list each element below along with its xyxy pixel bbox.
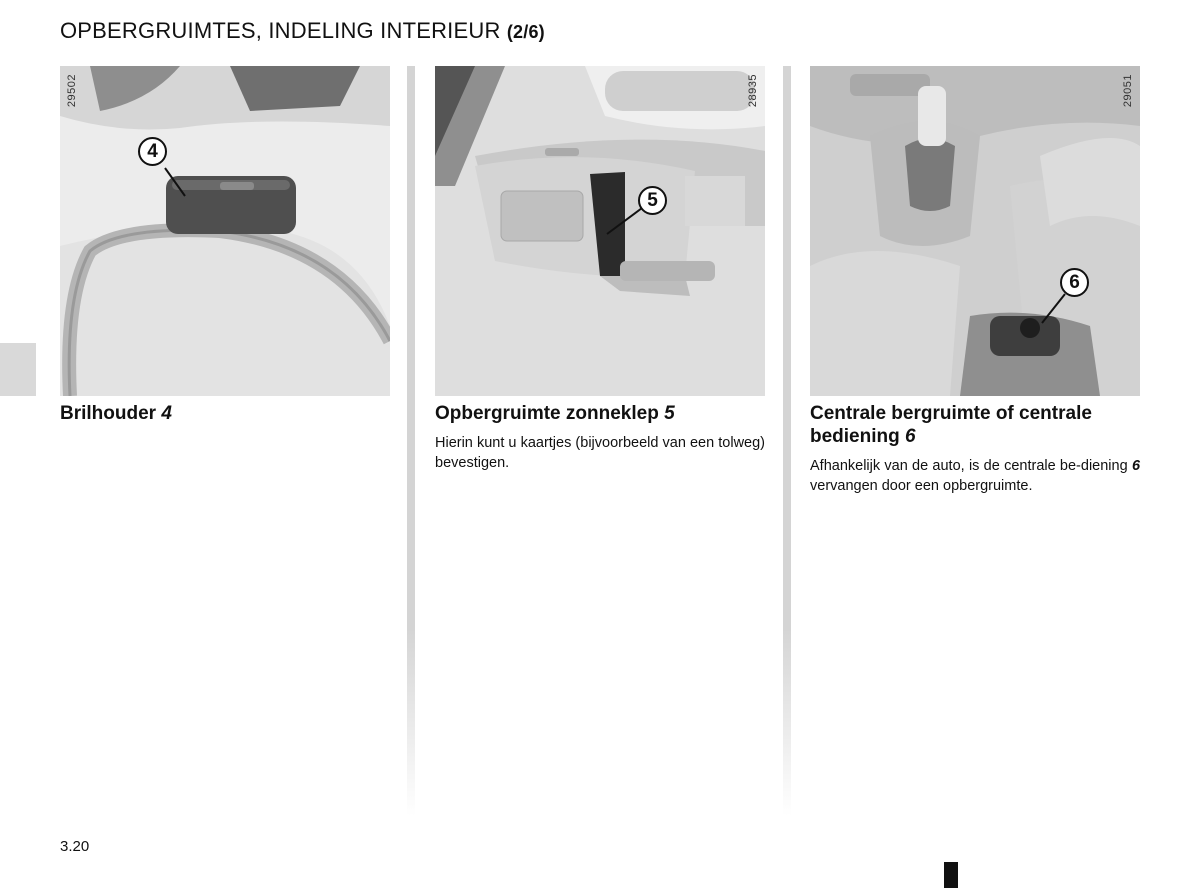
description-start: Afhankelijk van de auto, is de centrale be-diening <box>810 458 1128 474</box>
page-title <box>60 18 545 44</box>
central-console-illustration <box>810 66 1140 396</box>
heading-text: Brilhouder <box>60 403 157 424</box>
glasses-holder-drawing <box>60 66 390 396</box>
image-reference: 29051 <box>1122 74 1134 108</box>
callout-5: 5 <box>638 186 667 215</box>
sun-visor-drawing <box>435 66 765 396</box>
callout-4: 4 <box>138 137 167 166</box>
page-title-text: OPBERGRUIMTES, INDELING INTERIEUR <box>60 18 501 43</box>
glasses-holder-heading <box>60 402 172 425</box>
glasses-holder-illustration <box>60 66 390 396</box>
heading-text-line2: bediening <box>810 426 900 447</box>
chapter-tab <box>0 343 36 396</box>
description-number: 6 <box>1131 458 1141 474</box>
heading-number: 4 <box>161 403 172 424</box>
heading-text-line1: Centrale bergruimte of centrale <box>810 403 1092 424</box>
central-console-heading <box>810 402 1150 448</box>
column-divider <box>407 66 415 816</box>
page-edge-marker <box>944 862 958 888</box>
sun-visor-heading <box>435 402 675 425</box>
description-end: vervangen door een opbergruimte. <box>810 478 1033 494</box>
callout-6: 6 <box>1060 268 1089 297</box>
image-reference: 28935 <box>747 74 759 108</box>
heading-number: 5 <box>664 403 675 424</box>
heading-text: Opbergruimte zonneklep <box>435 403 659 424</box>
column-divider <box>783 66 791 816</box>
page-number: 3.20 <box>60 838 90 855</box>
image-reference: 29502 <box>66 74 78 108</box>
sun-visor-illustration <box>435 66 765 396</box>
sun-visor-description: Hierin kunt u kaartjes (bijvoorbeeld van een tolweg) bevestigen. <box>435 435 765 471</box>
heading-number: 6 <box>905 426 916 447</box>
page-part-indicator: (2/6) <box>506 22 545 42</box>
central-console-drawing <box>810 66 1140 396</box>
central-console-description <box>810 456 1140 496</box>
